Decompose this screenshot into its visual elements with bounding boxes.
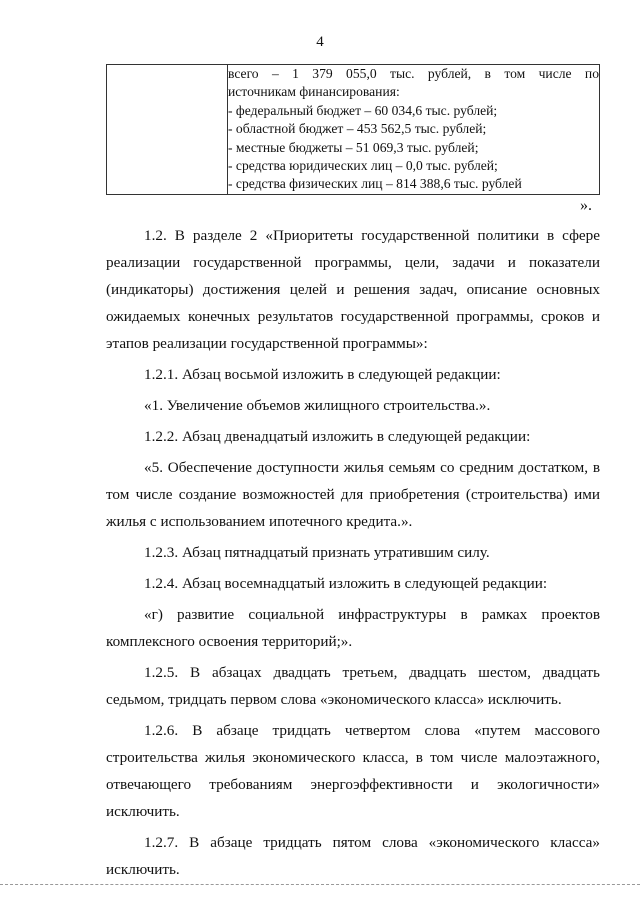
paragraph-1-2-4: 1.2.4. Абзац восемнадцатый изложить в следующей редакции: — [144, 575, 548, 592]
financing-legal-entities-line: - средства юридических лиц – 0,0 тыс. рублей; — [228, 158, 498, 174]
financing-total-line: всего – 1 379 055,0 тыс. рублей, в том числе по — [228, 66, 599, 81]
paragraph-1-2-1: 1.2.1. Абзац восьмой изложить в следующей редакции: — [144, 366, 501, 383]
financing-table-value-cell — [228, 65, 600, 195]
page-number: 4 — [316, 34, 324, 50]
financing-individuals-line: - средства физических лиц – 814 388,6 тыс. рублей — [228, 176, 522, 192]
scan-bottom-edge — [0, 884, 640, 885]
financing-regional-line: - областной бюджет – 453 562,5 тыс. рублей; — [228, 121, 487, 137]
quote-paragraph-5: «5. Обеспечение доступности жилья семьям со средним достатком, в том числе создание возможностей для приобретения (строительства) ими жилья с использованием ипотечного кредита.». — [106, 459, 600, 530]
paragraph-1-2-6: 1.2.6. В абзаце тридцать четвертом слова «путем массового строительства жилья экономического класса, в том числе малоэтажного, отвечающего требованиям энергоэффективности и экологичности» исключить. — [106, 722, 600, 820]
closing-quote: ». — [580, 197, 592, 214]
financing-local-line: - местные бюджеты – 51 069,3 тыс. рублей; — [228, 139, 479, 155]
paragraph-1-2-3: 1.2.3. Абзац пятнадцатый признать утратившим силу. — [144, 544, 490, 561]
paragraph-1-2-5: 1.2.5. В абзацах двадцать третьем, двадцать шестом, двадцать седьмом, тридцать первом слова «экономического класса» исключить. — [106, 664, 600, 708]
financing-table-row — [107, 65, 600, 195]
quote-paragraph-g: «г) развитие социальной инфраструктуры в рамках проектов комплексного освоения территорий;». — [106, 606, 600, 650]
document-body — [106, 222, 600, 883]
paragraph-1-2: 1.2. В разделе 2 «Приоритеты государственной политики в сфере реализации государственной программы, цели, задачи и показатели (индикаторы) достижения целей и решения задач, описание основных ожидаемых конечных результатов государственной программы, сроков и этапов реализации государственной программы»: — [106, 227, 600, 352]
quote-paragraph-1: «1. Увеличение объемов жилищного строительства.». — [144, 397, 491, 414]
financing-table — [106, 64, 600, 195]
paragraph-1-2-7: 1.2.7. В абзаце тридцать пятом слова «экономического класса» исключить. — [106, 834, 600, 878]
paragraph-1-2-2: 1.2.2. Абзац двенадцатый изложить в следующей редакции: — [144, 428, 531, 445]
financing-sources-line: источникам финансирования: — [228, 84, 400, 100]
financing-table-label-cell — [107, 65, 228, 195]
financing-federal-line: - федеральный бюджет – 60 034,6 тыс. рублей; — [228, 102, 498, 118]
